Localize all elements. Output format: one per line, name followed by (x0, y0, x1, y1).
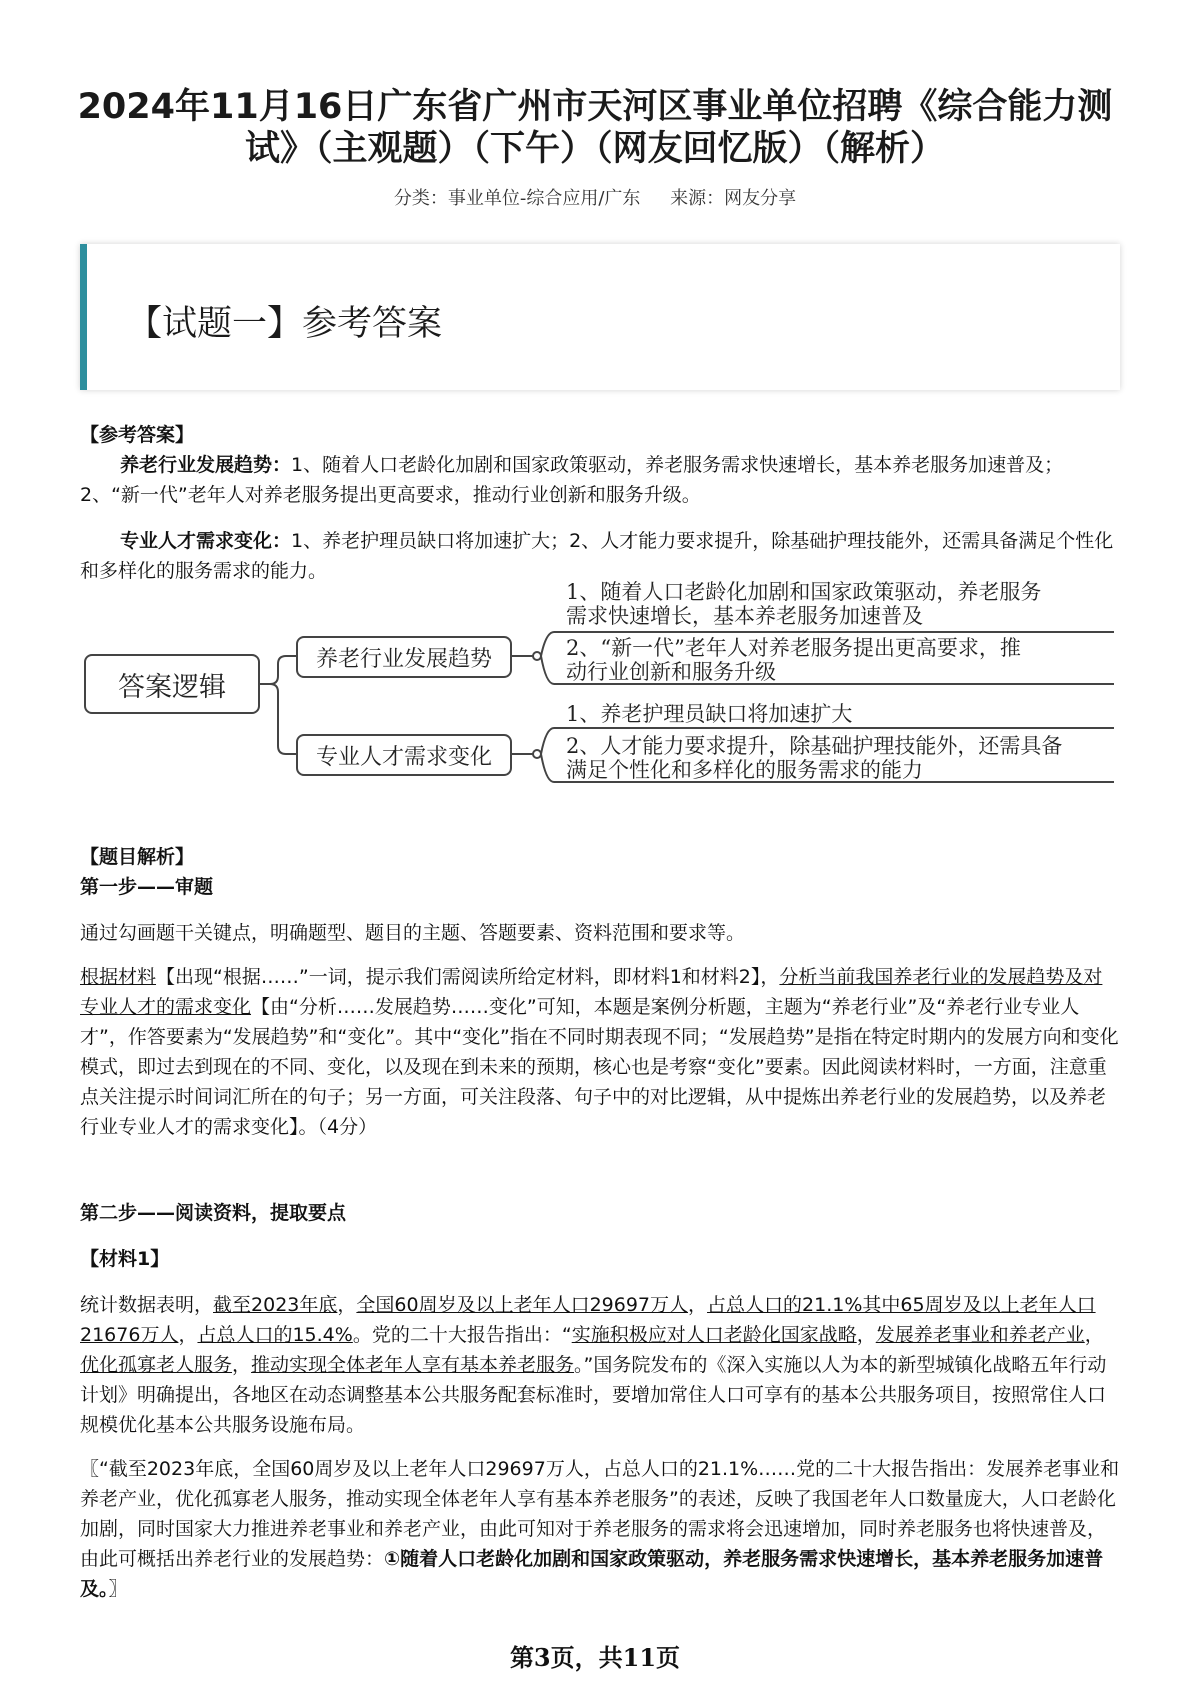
mind-map (84, 580, 1124, 826)
step1-underline-1: 根据材料 (80, 966, 157, 988)
step1-paragraph-1: 通过勾画题干关键点，明确题型、题目的主题、答题要素、资料范围和要求等。 (80, 922, 746, 944)
document-title: 2024年11月16日广东省广州市天河区事业单位招聘《综合能力测试》（主观题）（下午）（网友回忆版）（解析） (77, 87, 1113, 169)
answer-heading: 【参考答案】 (80, 424, 195, 446)
section-title: 【试题一】参考答案 (127, 304, 443, 344)
step1-underline-2: 分析当前我国养老行业的发展趋势及对专业人才的需求变化 (80, 966, 1103, 1018)
material1-heading: 【材料1】 (80, 1248, 170, 1270)
answer-p1-label: 养老行业发展趋势： (120, 454, 292, 476)
page-footer: 第3页，共11页 (509, 1643, 681, 1672)
answer-p1-text: 1、随着人口老龄化加剧和国家政策驱动，养老服务需求快速增长，基本养老服务加速普及；2、“新一代”老年人对养老服务提出更高要求，推动行业创新和服务升级。 (80, 454, 1064, 506)
document-meta (0, 184, 1190, 210)
section-header-box (80, 244, 1120, 390)
step2-heading: 第二步——阅读资料，提取要点 (80, 1202, 347, 1224)
category-label: 分类：事业单位-综合应用/广东 (393, 188, 641, 209)
step1-paragraph-2 (80, 962, 1120, 1142)
mind-map-branch-talent-demand: 专业人才需求变化 (296, 734, 512, 776)
answer-paragraph-2 (80, 526, 1120, 586)
step1-heading: 第一步——审题 (80, 876, 214, 898)
mind-map-leaf-1-2: 2、“新一代”老年人对养老服务提出更高要求，推 动行业创新和服务升级 (566, 636, 1021, 684)
step1-text-2: 【由“分析……发展趋势……变化”可知，本题是案例分析题，主题为“养老行业”及“养老行业专业人才”，作答要素为“发展趋势”和“变化”。其中“变化”指在不同时期表现不同；“发展趋势”是指在特定时期内的发展方向和变化模式，即过去到现在的不同、变化，以及现在到未来的预期，核心也是考察“变化”要素。因此阅读材料时，一方面，注意重点关注提示时间词汇所在的句子；另一方面，可关注段落、句子中的对比逻辑，从中提炼出养老行业的发展趋势，以及养老行业专业人才的需求变化】。（4分） (80, 996, 1119, 1138)
mind-map-branch-industry-trend: 养老行业发展趋势 (296, 636, 512, 678)
mind-map-leaf-2-2: 2、人才能力要求提升，除基础护理技能外，还需具备 满足个性化和多样化的服务需求的能力 (566, 734, 1063, 782)
mind-map-root: 答案逻辑 (84, 654, 260, 714)
mind-map-leaf-2-1: 1、养老护理员缺口将加速扩大 (566, 702, 853, 726)
step1-text-1: 【出现“根据……”一词，提示我们需阅读所给定材料，即材料1和材料2】， (156, 966, 780, 988)
answer-paragraph-1 (80, 450, 1120, 510)
analysis-heading: 【题目解析】 (80, 846, 195, 868)
material1-paragraph: 统计数据表明，截至2023年底，全国60周岁及以上老年人口29697万人，占总人口的21.1%其中65周岁及以上老年人口21676万人，占总人口的15.4%。党的二十大报告指出：“实施积极应对人口老龄化国家战略，发展养老事业和养老产业，优化孤寡老人服务，推动实现全体老年人享有基本养老服务。”国务院发布的《深入实施以人为本的新型城镇化战略五年行动计划》明确提出，各地区在动态调整基本公共服务配套标准时，要增加常住人口可享有的基本公共服务项目，按照常住人口规模优化基本公共服务设施布局。 (80, 1294, 1107, 1436)
material1-analysis-note: 〖“截至2023年底，全国60周岁及以上老年人口29697万人，占总人口的21.1%……党的二十大报告指出：发展养老事业和养老产业，优化孤寡老人服务，推动实现全体老年人享有基本养老服务”的表述，反映了我国老年人口数量庞大，人口老龄化加剧，同时国家大力推进养老事业和养老产业，由此可知对于养老服务的需求将会迅速增加，同时养老服务也将快速普及，由此可概括出养老行业的发展趋势：①随着人口老龄化加剧和国家政策驱动，养老服务需求快速增长，基本养老服务加速普及。〗 (80, 1458, 1120, 1600)
answer-p2-label: 专业人才需求变化： (120, 530, 292, 552)
source-label: 来源：网友分享 (670, 188, 797, 209)
mind-map-leaf-1-1: 1、随着人口老龄化加剧和国家政策驱动，养老服务 需求快速增长，基本养老服务加速普及 (566, 580, 1042, 628)
answer-p2-text: 1、养老护理员缺口将加速扩大；2、人才能力要求提升，除基础护理技能外，还需具备满足个性化和多样化的服务需求的能力。 (80, 530, 1114, 582)
